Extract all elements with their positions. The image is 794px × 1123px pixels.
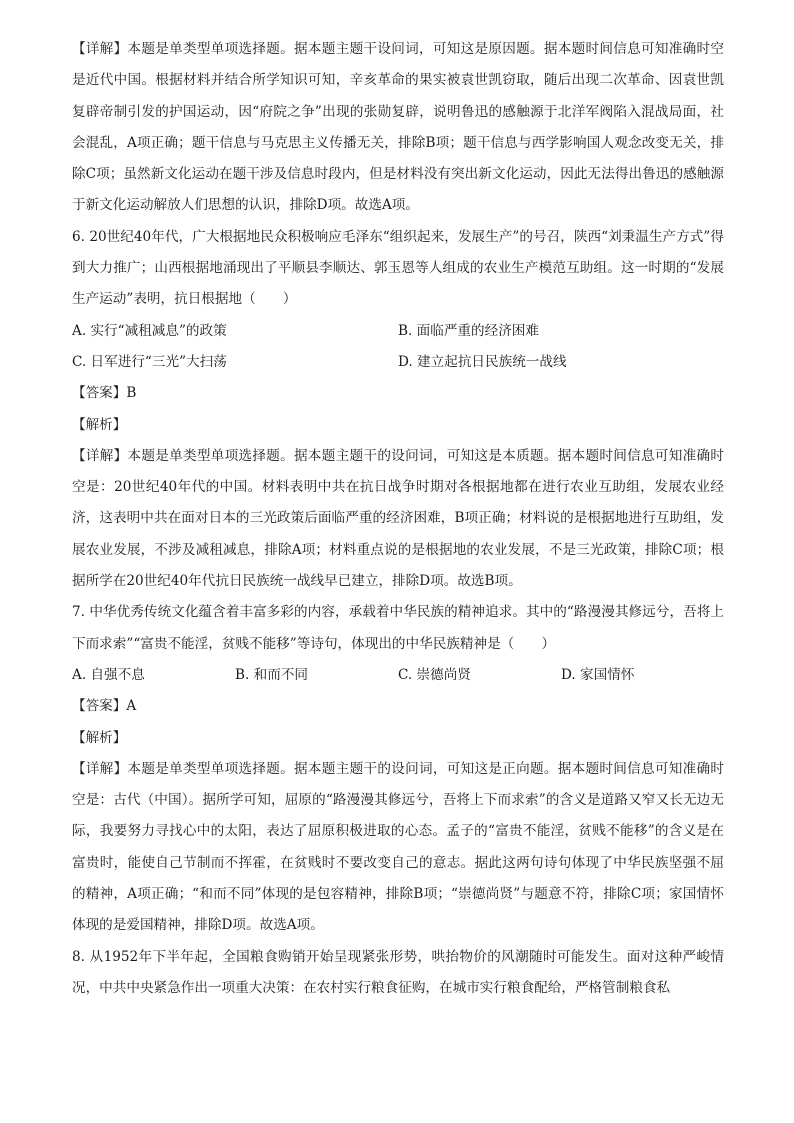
q5-detail: 【详解】本题是单类型单项选择题。据本题主题干设问词，可知这是原因题。据本题时间信息可知准确时空是近代中国。根据材料并结合所学知识可知，辛亥革命的果实被袁世凯窃取，随后出现二次革命、因袁世凯复辟帝制引发的护国运动，因“府院之争”出现的张勋复辟，说明鲁迅的感触源于北洋军阀陷入混战局面，社会混乱，A项正确；题干信息与马克思主义传播无关，排除B项；题干信息与西学影响国人观念改变无关，排除C项；虽然新文化运动在题干涉及信息时段内，但是材料没有突出新文化运动，因此无法得出鲁迅的感触源于新文化运动解放人们思想的认识，排除D项。故选A项。 bbox=[72, 41, 724, 214]
q7-options bbox=[72, 660, 724, 691]
q6-analysis-label: 【解析】 bbox=[72, 416, 127, 433]
q7-option-d: D. 家国情怀 bbox=[561, 666, 635, 683]
q6-option-b: B. 面临严重的经济困难 bbox=[398, 322, 539, 339]
q6-option-d: D. 建立起抗日民族统一战线 bbox=[398, 353, 567, 370]
q6-detail: 【详解】本题是单类型单项选择题。据本题主题干的设问词，可知这是本质题。据本题时间信息可知准确时空是：20世纪40年代的中国。材料表明中共在抗日战争时期对各根据地都在进行农业互助组，发展农业经济，这表明中共在面对日本的三光政策后面临严重的经济困难，B项正确；材料说的是根据地进行互助组，发展农业发展，不涉及减租减息，排除A项；材料重点说的是根据地的农业发展，不是三光政策，排除C项；根据所学在20世纪40年代抗日民族统一战线早已建立，排除D项。故选B项。 bbox=[72, 447, 724, 590]
q6-options bbox=[72, 316, 724, 379]
q7-option-a: A. 自强不息 bbox=[72, 666, 145, 683]
q6-stem: 6. 20世纪40年代，广大根据地民众积极响应毛泽东“组织起来，发展生产”的号召，陕西“刘秉温生产方式”得到大力推广；山西根据地涌现出了平顺县李顺达、郭玉恩等人组成的农业生产模范互助组。这一时期的“发展生产运动”表明，抗日根据地（ ） bbox=[72, 228, 724, 308]
q7-option-c: C. 崇德尚贤 bbox=[398, 666, 471, 683]
q7-analysis-label: 【解析】 bbox=[72, 729, 127, 746]
document-content bbox=[72, 34, 724, 1004]
q6-option-c: C. 日军进行“三光”大扫荡 bbox=[72, 353, 227, 370]
q7-detail: 【详解】本题是单类型单项选择题。据本题主题干的设问词，可知这是正向题。据本题时间信息可知准确时空是：古代（中国）。据所学可知，屈原的“路漫漫其修远兮，吾将上下而求索”的含义是道路又窄又长无边无际，我要努力寻找心中的太阳，表达了屈原积极进取的心态。孟子的“富贵不能淫，贫贱不能移”的含义是在富贵时，能使自己节制而不挥霍，在贫贱时不要改变自己的意志。据此这两句诗句体现了中华民族坚强不屈的精神，A项正确；“和而不同”体现的是包容精神，排除B项；“崇德尚贤”与题意不符，排除C项；家国情怀体现的是爱国精神，排除D项。故选A项。 bbox=[72, 760, 724, 934]
q8-stem: 8. 从1952年下半年起，全国粮食购销开始呈现紧张形势，哄抬物价的风潮随时可能发生。面对这种严峻情况，中共中央紧急作出一项重大决策：在农村实行粮食征购，在城市实行粮食配给，严格管制粮食私 bbox=[72, 948, 724, 996]
q7-stem: 7. 中华优秀传统文化蕴含着丰富多彩的内容，承载着中华民族的精神追求。其中的“路漫漫其修远兮，吾将上下而求索”“富贵不能淫，贫贱不能移”等诗句，体现出的中华民族精神是（ ） bbox=[72, 604, 724, 652]
q6-option-a: A. 实行“减租减息”的政策 bbox=[72, 322, 227, 339]
q7-option-b: B. 和而不同 bbox=[235, 666, 309, 683]
q6-answer: 【答案】B bbox=[72, 385, 137, 402]
q7-answer: 【答案】A bbox=[72, 698, 137, 715]
